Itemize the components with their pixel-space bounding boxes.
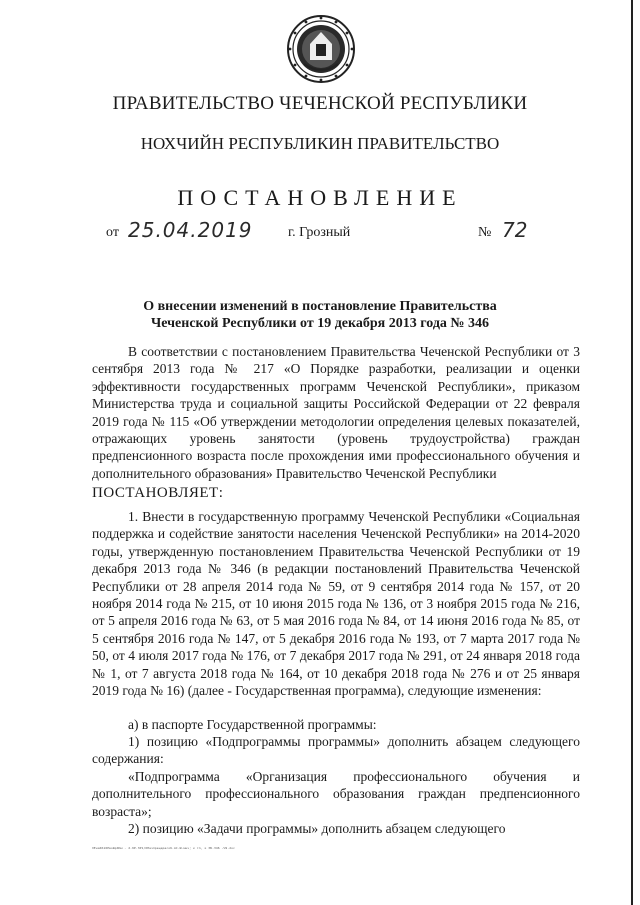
coat-of-arms-icon	[286, 14, 356, 84]
document-date: 25.04.2019	[128, 218, 253, 242]
subject-line-1: О внесении изменений в постановление Правительства	[143, 299, 497, 314]
subprogram-quote: «Подпрограмма «Организация профессионального обучения и дополнительного профессионального образования граждан предпенсионного возраста»;	[92, 769, 580, 819]
government-title-ru: ПРАВИТЕЛЬСТВО ЧЕЧЕНСКОЙ РЕСПУБЛИКИ	[112, 93, 528, 114]
clause-2-subitem: 2) позицию «Задачи программы» дополнить абзацем следующего	[128, 821, 506, 836]
document-number: 72	[502, 218, 528, 242]
clause-1-subitem: 1) позицию «Подпрограммы программы» дополнить абзацем следующего содержания:	[92, 734, 580, 767]
decree-heading: ПОСТАНОВЛЯЕТ:	[92, 485, 224, 501]
preamble-paragraph: В соответствии с постановлением Правительства Чеченской Республики от 3 сентября 2013 года № 217 «О Порядке разработки, реализации и оценки эффективности государственных программ Чеченской Республики», приказом Министерства труда и социальной защиты Российской Федерации от 22 февраля 2019 года № 115 «Об утверждении методологии определения целевых показателей, отражающих уровень занятости (уровень трудоустройства) граждан предпенсионного возраста после прохождения ими профессионального обучения и дополнительного образования» Правительство Чеченской Республики	[92, 344, 580, 481]
file-code: ХЕнаРА16РвоФрЯпм - 2.9Р.ЗР1/ОНачпрецерасо6.АС.Ш.мнч; к гл, к 3Б.346 -Ч9.doc	[92, 846, 235, 850]
document-subject	[0, 298, 640, 332]
date-prefix: от	[106, 225, 119, 240]
city: г. Грозный	[288, 225, 351, 240]
clause-1-paragraph: 1. Внести в государственную программу Чеченской Республики «Социальная поддержка и содействие занятости населения Чеченской Республики» на 2014-2020 годы, утвержденную постановлением Правительства Чеченской Республики от 19 декабря 2013 года № 346 (в редакции постановлений Правительства Чеченской Республики от 28 апреля 2014 года № 59, от 9 сентября 2014 года № 157, от 20 ноября 2014 года № 215, от 10 июня 2015 года № 136, от 3 ноября 2015 года № 216, от 5 апреля 2016 года № 63, от 5 мая 2016 года № 84, от 14 июня 2016 года № 85, от 5 сентября 2016 года № 147, от 5 декабря 2016 года № 193, от 7 марта 2017 года № 50, от 4 июля 2017 года № 176, от 7 декабря 2017 года № 291, от 24 января 2018 года № 1, от 7 августа 2018 года № 164, от 10 декабря 2018 года № 276 и от 25 января 2019 года № 16) (далее - Государственная программа), следующие изменения:	[92, 509, 580, 699]
number-prefix: №	[478, 225, 492, 240]
government-title-ce: НОХЧИЙН РЕСПУБЛИКИН ПРАВИТЕЛЬСТВО	[140, 134, 500, 153]
subject-line-2: Чеченской Республики от 19 декабря 2013 года № 346	[151, 316, 489, 331]
clause-a-paragraph: а) в паспорте Государственной программы:	[128, 717, 377, 732]
document-type: ПОСТАНОВЛЕНИЕ	[177, 185, 463, 210]
